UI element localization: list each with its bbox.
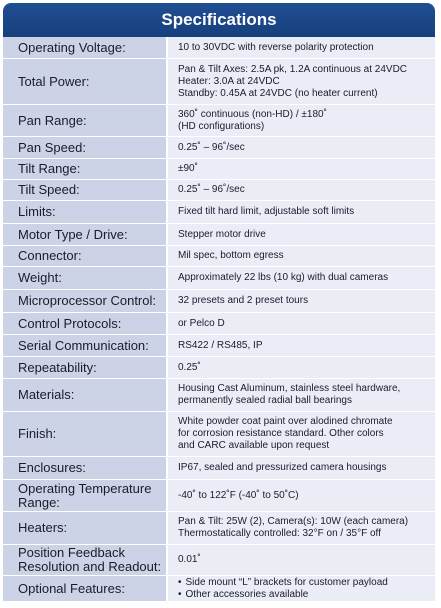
table-row (3, 313, 435, 335)
spec-value-line: 0.01˚ (178, 554, 201, 565)
spec-value (166, 379, 435, 412)
spec-value-line: (HD configurations) (178, 120, 265, 132)
spec-value (166, 457, 435, 480)
spec-value (166, 59, 435, 105)
spec-value-line: Pan & Tilt: 25W (2), Camera(s): 10W (each camera) (178, 516, 409, 527)
spec-value (166, 335, 435, 357)
spec-value (166, 105, 435, 137)
spec-value (166, 313, 435, 335)
spec-label: Enclosures: (3, 457, 166, 480)
table-title: Specifications (3, 3, 435, 37)
spec-label: Operating Voltage: (3, 37, 166, 59)
spec-label: Pan Range: (3, 105, 166, 137)
spec-value-line: IP67, sealed and pressurized camera housings (178, 462, 387, 473)
spec-value-line: 0.25˚ – 96˚/sec (178, 141, 245, 153)
table-row (3, 201, 435, 224)
spec-value-line: • Side mount “L” brackets for customer payload (178, 577, 427, 589)
spec-label: Connector: (3, 246, 166, 267)
spec-value-line: Pan & Tilt Axes: 2.5A pk, 1.2A continuous at 24VDC (178, 63, 408, 75)
table-row (3, 480, 435, 512)
spec-label: Position Feedback Resolution and Readout: (3, 545, 166, 576)
table-row (3, 379, 435, 412)
table-row (3, 59, 435, 105)
spec-value (166, 576, 435, 602)
spec-value-line: for corrosion resistance standard. Other colors (178, 428, 384, 439)
table-row (3, 105, 435, 137)
table-row (3, 545, 435, 576)
spec-value-line: Heater: 3.0A at 24VDC (178, 75, 280, 87)
table-row (3, 159, 435, 180)
spec-value-line: Approximately 22 lbs (10 kg) with dual cameras (178, 272, 389, 283)
spec-value (166, 545, 435, 576)
spec-value-line: Housing Cast Aluminum, stainless steel hardware, (178, 383, 401, 394)
table-row (3, 267, 435, 290)
spec-value-line: and CARC available upon request (178, 440, 330, 451)
spec-label: Microprocessor Control: (3, 290, 166, 313)
spec-label: Serial Communication: (3, 335, 166, 357)
spec-value (166, 480, 435, 512)
table-row (3, 224, 435, 246)
table-row (3, 290, 435, 313)
spec-label: Limits: (3, 201, 166, 224)
spec-value-line: 0.25˚ – 96˚/sec (178, 184, 245, 195)
spec-value (166, 290, 435, 313)
spec-label: Finish: (3, 412, 166, 457)
table-row (3, 37, 435, 59)
spec-value-line: White powder coat paint over alodined chromate (178, 416, 393, 427)
spec-value (166, 201, 435, 224)
spec-value-line: 32 presets and 2 preset tours (178, 295, 309, 306)
spec-value (166, 357, 435, 379)
table-row (3, 412, 435, 457)
spec-value-line: permanently sealed radial ball bearings (178, 395, 352, 406)
spec-value (166, 180, 435, 201)
spec-value-line: 10 to 30VDC with reverse polarity protection (178, 41, 374, 53)
spec-label: Optional Features: (3, 576, 166, 602)
spec-value-line: -40˚ to 122˚F (-40˚ to 50˚C) (178, 489, 299, 501)
spec-value-line: Thermostatically controlled: 32°F on / 35°F off (178, 528, 381, 539)
spec-value-line: ±90˚ (178, 163, 198, 174)
table-row (3, 137, 435, 159)
spec-value (166, 37, 435, 59)
table-row (3, 180, 435, 201)
spec-label: Motor Type / Drive: (3, 224, 166, 246)
spec-label: Operating Temperature Range: (3, 480, 166, 512)
spec-label: Heaters: (3, 512, 166, 545)
table-row (3, 246, 435, 267)
table-row (3, 512, 435, 545)
spec-value (166, 137, 435, 159)
table-row (3, 357, 435, 379)
spec-label: Weight: (3, 267, 166, 290)
spec-value (166, 159, 435, 180)
spec-label: Tilt Range: (3, 159, 166, 180)
spec-value-line: Fixed tilt hard limit, adjustable soft limits (178, 206, 355, 217)
spec-value (166, 412, 435, 457)
spec-value-line: RS422 / RS485, IP (178, 339, 263, 351)
table-row (3, 335, 435, 357)
spec-label: Materials: (3, 379, 166, 412)
spec-value-line: Mil spec, bottom egress (178, 250, 284, 261)
spec-label: Repeatability: (3, 357, 166, 379)
spec-value (166, 512, 435, 545)
spec-label: Pan Speed: (3, 137, 166, 159)
spec-label: Control Protocols: (3, 313, 166, 335)
spec-value-line: 360˚ continuous (non-HD) / ±180˚ (178, 108, 327, 120)
spec-value-line: Standby: 0.45A at 24VDC (no heater current) (178, 87, 378, 99)
spec-value-line: • Other accessories available (178, 589, 427, 601)
spec-label: Total Power: (3, 59, 166, 105)
specifications-table (3, 3, 435, 603)
spec-value-line: 0.25˚ (178, 361, 201, 373)
spec-label: Tilt Speed: (3, 180, 166, 201)
table-row (3, 457, 435, 480)
table-row (3, 576, 435, 602)
spec-value (166, 224, 435, 246)
spec-value-line: or Pelco D (178, 317, 225, 329)
spec-value (166, 267, 435, 290)
spec-value-line: Stepper motor drive (178, 228, 266, 240)
spec-value (166, 246, 435, 267)
